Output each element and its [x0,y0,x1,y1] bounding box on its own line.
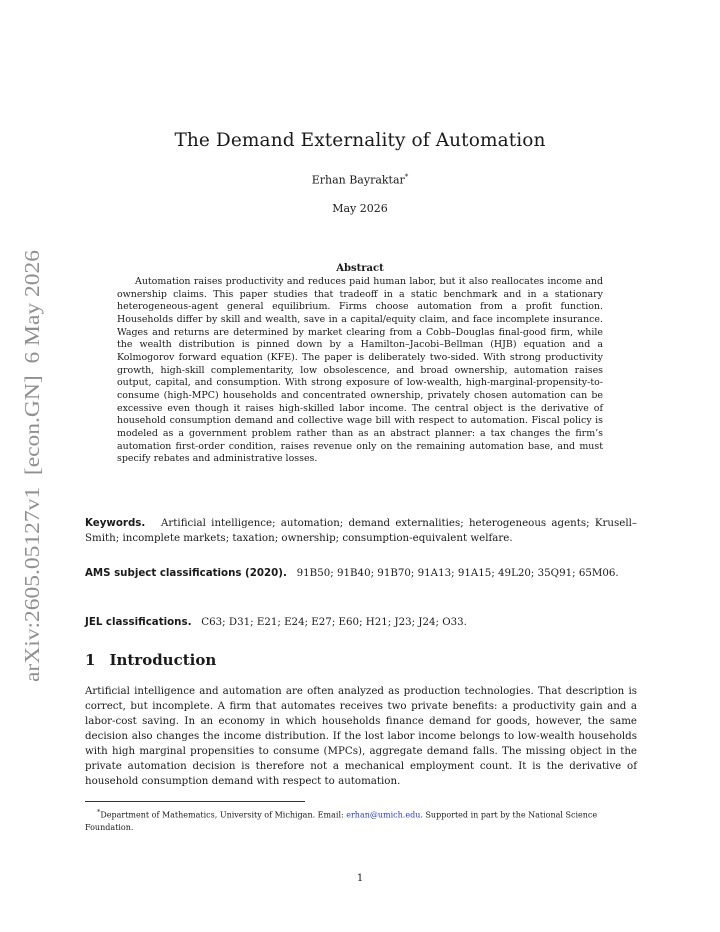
abstract-text: Automation raises productivity and reduces paid human labor, but it also reallocates income and ownership claims. This paper studies that tradeoff in a static benchmark and in a stationary heterogeneous-agent general equilibrium. Firms choose automation from a profit function. Households differ by skill and wealth, save in a capital/equity claim, and face incomplete insurance. Wages and returns are determined by market clearing from a Cobb–Douglas final-good firm, while the wealth distribution is pinned down by a Hamilton–Jacobi–Bellman (HJB) equation and a Kolmogorov forward equation (KFE). The paper is deliberately two-sided. With strong productivity growth, high-skill complementarity, low obsolescence, and broad ownership, automation raises output, capital, and consumption. With strong exposure of low-wealth, high-marginal-propensity-to-consume (high-MPC) households and concentrated ownership, privately chosen automation can be excessive even though it raises high-skilled labor income. The central object is the derivative of household consumption demand and collective wage bill with respect to automation. Fiscal policy is modeled as a government problem rather than as an abstract planner: a tax changes the firm’s automation first-order condition, raises revenue only on the remaining automation base, and must specify rebates and administrative losses. [117,276,603,465]
author-footnote-mark: * [404,173,409,181]
jel-text: C63; D31; E21; E24; E27; E60; H21; J23; J24; O33. [201,616,467,628]
arxiv-identifier: arXiv:2605.05127v1 [econ.GN] 6 May 2026 [20,286,44,682]
footnote-rule [85,801,305,802]
ams-classifications [85,566,637,581]
section-heading [85,651,216,669]
intro-paragraph: Artificial intelligence and automation are often analyzed as production technologies. That description is correct, but incomplete. A firm that automates receives two private benefits: a productivity gain and a labor-cost saving. In an economy in which households finance demand for goods, however, the same decision also changes the income distribution. If the lost labor income belongs to low-wealth households with high marginal propensities to consume (MPCs), aggregate demand falls. The missing object in the private automation decision is therefore not a mechanical employment count. It is the derivative of household consumption demand with respect to automation. [85,685,637,787]
author-line [0,173,720,187]
jel-label: JEL classifications. [85,616,192,628]
author-name: Erhan Bayraktar [311,173,405,187]
footnote-text-after: . Supported in part by the National Science Foundation. [85,810,598,832]
footnote-text-before: Department of Mathematics, University of Michigan. Email: [100,810,347,820]
keywords-label: Keywords. [85,517,146,529]
footnote [85,806,637,834]
paper-title: The Demand Externality of Automation [174,130,546,151]
page-number: 1 [356,873,364,884]
ams-label: AMS subject classifications (2020). [85,567,287,579]
footnote-mark: * [97,808,101,816]
section-number: 1 [85,651,96,669]
keywords-text: Artificial intelligence; automation; demand externalities; heterogeneous agents; Krusell–Smith; incomplete markets; taxation; ownership; consumption-equivalent welfare. [85,517,637,544]
jel-classifications [85,615,637,630]
paper-date: May 2026 [332,202,388,215]
abstract-heading: Abstract [336,263,384,274]
ams-text: 91B50; 91B40; 91B70; 91A13; 91A15; 49L20; 35Q91; 65M06. [296,567,619,579]
keywords [85,516,637,546]
arxiv-stamp [12,248,48,684]
footnote-email-link[interactable]: erhan@umich.edu [346,810,421,820]
section-title: Introduction [109,651,217,669]
